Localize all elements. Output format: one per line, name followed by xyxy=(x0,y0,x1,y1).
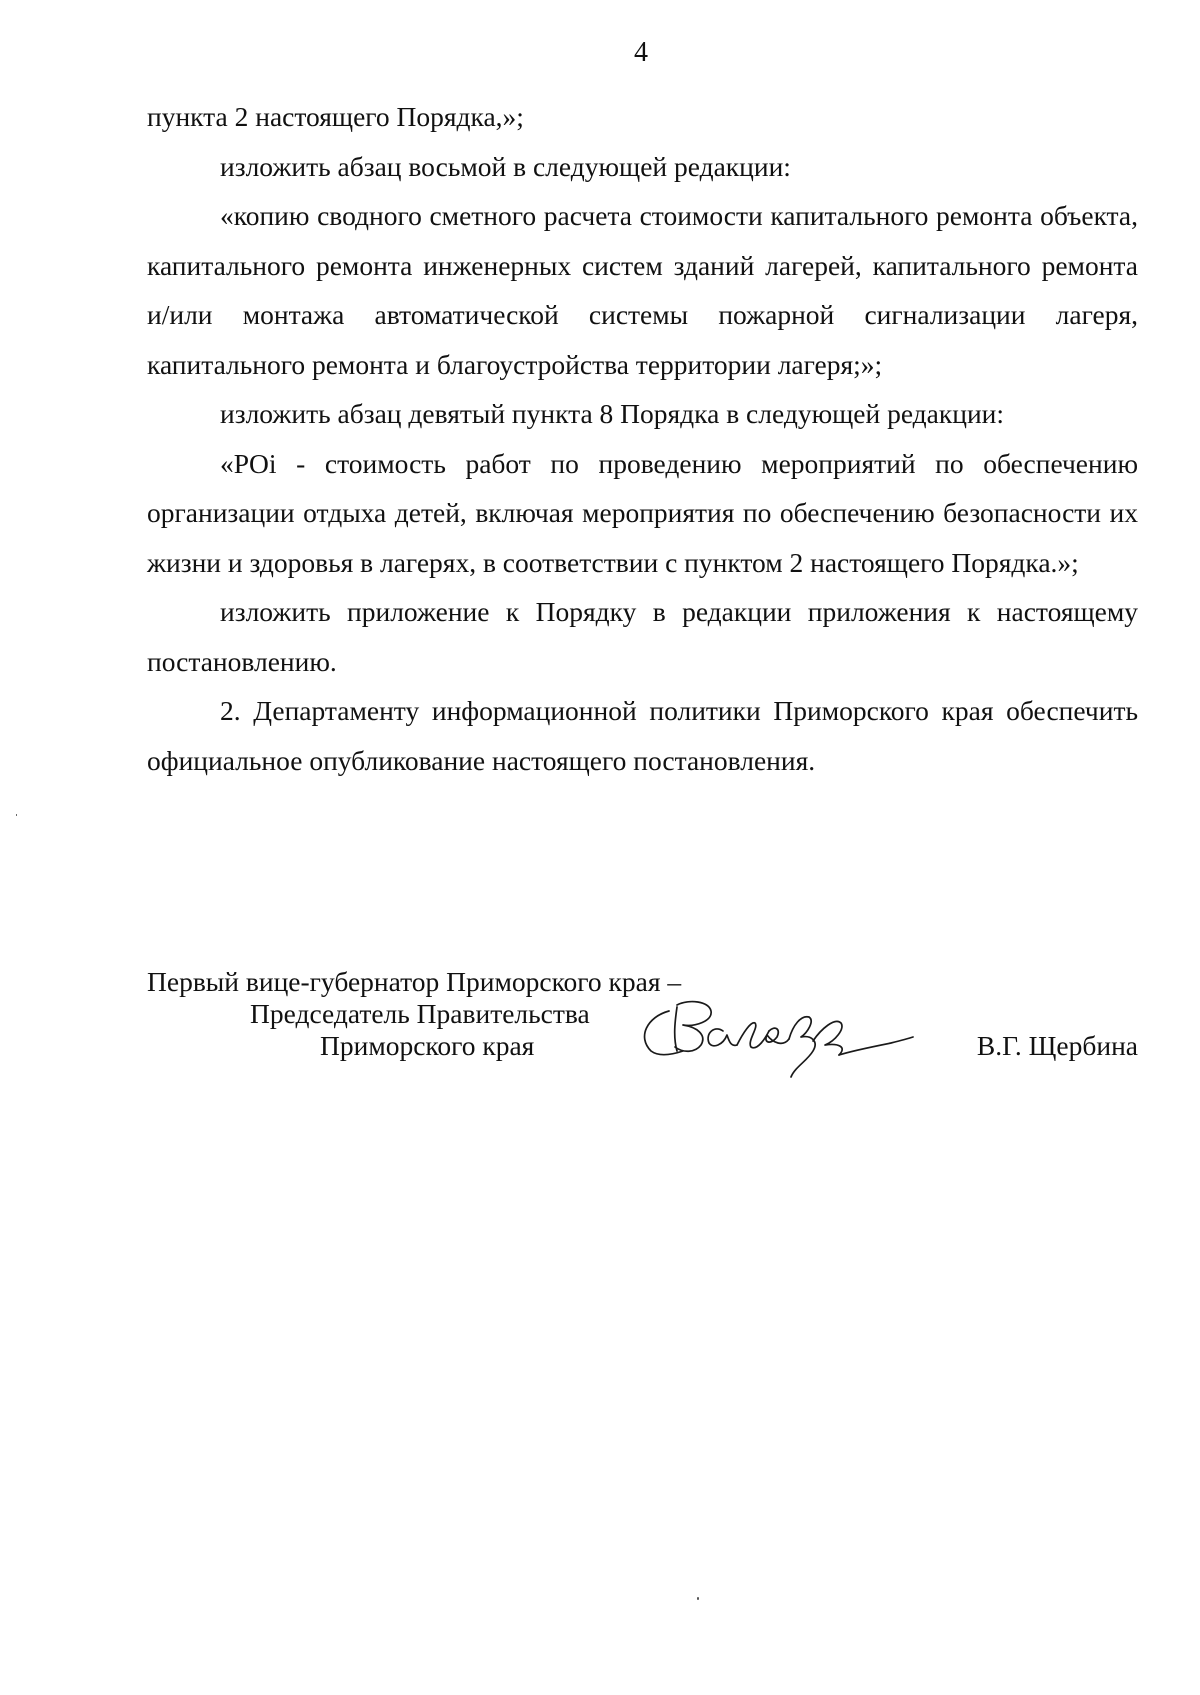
signature-block xyxy=(147,965,1138,1105)
signer-title-line3: Приморского края xyxy=(320,1030,535,1061)
signer-name: В.Г. Щербина xyxy=(976,1030,1138,1061)
paragraph: «копию сводного сметного расчета стоимости капитального ремонта объекта, капитального ремонта инженерных систем зданий лагерей, капитального ремонта и/или монтажа автоматической системы пожарной сигнализации лагеря, капитального ремонта и благоустройства территории лагеря;»; xyxy=(147,200,1138,380)
paragraph: пункта 2 настоящего Порядка,»; xyxy=(147,101,524,132)
paragraph: изложить приложение к Порядку в редакции приложения к настоящему постановлению. xyxy=(147,596,1138,677)
paragraph: «POi - стоимость работ по проведению мероприятий по обеспечению организации отдыха детей, включая мероприятия по обеспечению безопасности их жизни и здоровья в лагерях, в соответствии с пунктом 2 настоящего Порядка.»; xyxy=(147,447,1138,578)
signer-title-line2: Председатель Правительства xyxy=(250,998,590,1029)
signer-title-line1: Первый вице-губернатор Приморского края – xyxy=(147,966,682,997)
handwritten-signature xyxy=(625,981,925,1091)
document-body xyxy=(147,92,1138,785)
paragraph: изложить абзац девятый пункта 8 Порядка в следующей редакции: xyxy=(220,398,1005,429)
scan-speck xyxy=(697,1597,699,1600)
scan-speck xyxy=(16,814,17,816)
page-number: 4 xyxy=(634,37,648,68)
paragraph-item-2: 2. Департаменту информационной политики Приморского края обеспечить официальное опубликование настоящего постановления. xyxy=(147,695,1138,776)
paragraph: изложить абзац восьмой в следующей редакции: xyxy=(220,150,791,182)
